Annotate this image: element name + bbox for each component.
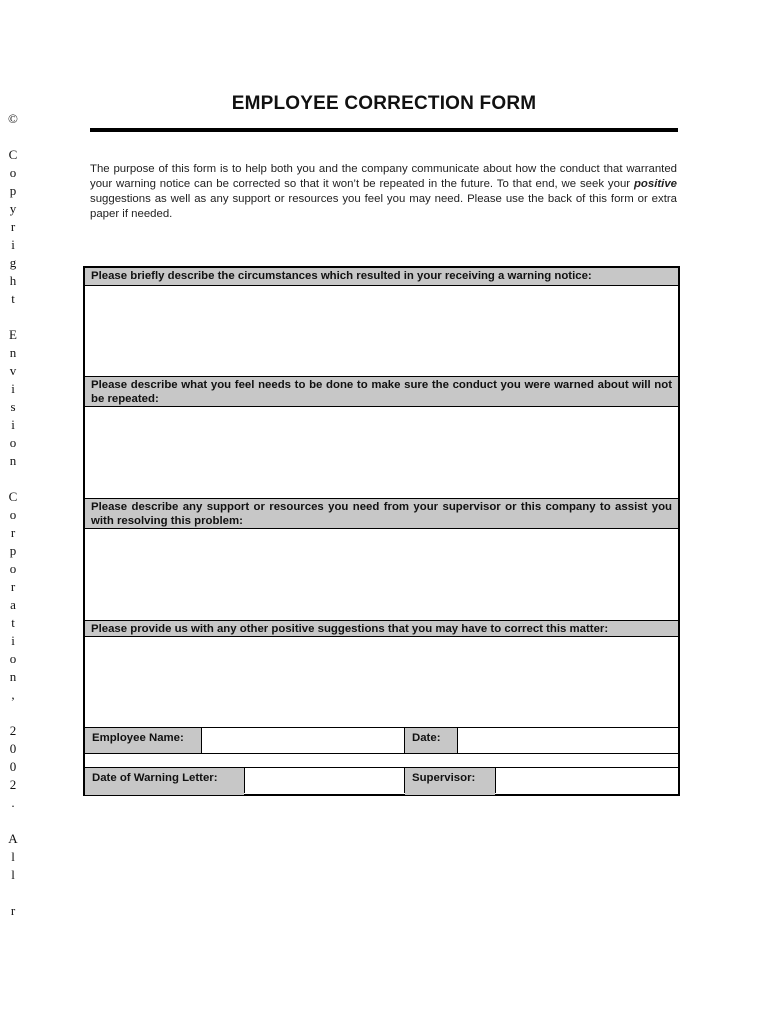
copyright-char (11, 704, 14, 722)
copyright-char: t (11, 615, 15, 630)
signature-row-1 (85, 727, 678, 754)
copyright-char: r (10, 525, 16, 540)
employee-name-label: Employee Name: (85, 728, 201, 754)
copyright-char: E (9, 327, 17, 342)
copyright-char: o (9, 561, 17, 576)
copyright-char (11, 128, 14, 146)
answer-support[interactable] (85, 529, 678, 620)
copyright-char: . (11, 795, 15, 810)
title-underline (90, 128, 678, 132)
copyright-char: o (9, 507, 17, 522)
copyright-char: n (9, 345, 17, 360)
copyright-char: v (9, 363, 17, 378)
warning-date-label: Date of Warning Letter: (85, 768, 244, 795)
question-suggestions: Please provide us with any other positive suggestions that you may have to correct this matter: (85, 620, 678, 637)
intro-text-end: suggestions as well as any support or resources you feel you may need. Please use the back of this form or extra paper if needed. (90, 193, 677, 220)
intro-paragraph (90, 162, 677, 222)
copyright-char: p (9, 183, 17, 198)
employee-name-field[interactable] (201, 728, 405, 753)
supervisor-field[interactable] (495, 768, 678, 793)
question-support: Please describe any support or resources you need from your supervisor or this company to assist you with resolving this problem: (85, 498, 678, 529)
answer-circumstances[interactable] (85, 286, 678, 376)
copyright-char: © (8, 111, 18, 126)
copyright-char (11, 308, 14, 326)
copyright-char: r (10, 579, 16, 594)
copyright-char: h (9, 273, 17, 288)
copyright-char: i (11, 381, 15, 396)
copyright-char: l (11, 849, 15, 864)
copyright-char: o (9, 165, 17, 180)
copyright-char: 2 (9, 723, 17, 738)
copyright-char: i (11, 633, 15, 648)
copyright-char: g (9, 255, 17, 270)
intro-emphasis: positive (633, 178, 677, 190)
copyright-char: , (11, 687, 15, 702)
answer-prevention[interactable] (85, 407, 678, 498)
copyright-char: o (9, 651, 17, 666)
copyright-char: 0 (9, 741, 17, 756)
date-label: Date: (405, 728, 457, 754)
copyright-margin-text (6, 110, 20, 920)
copyright-char: r (10, 219, 16, 234)
copyright-char: 0 (9, 759, 17, 774)
correction-form (83, 266, 680, 796)
copyright-char: p (9, 543, 17, 558)
warning-date-field[interactable] (244, 768, 405, 793)
copyright-char: A (8, 831, 18, 846)
date-field[interactable] (457, 728, 678, 753)
supervisor-label: Supervisor: (405, 768, 495, 795)
question-circumstances: Please briefly describe the circumstances which resulted in your receiving a warning notice: (85, 268, 678, 286)
copyright-char: y (9, 201, 17, 216)
answer-suggestions[interactable] (85, 637, 678, 727)
copyright-char: i (11, 237, 15, 252)
copyright-char: 2 (9, 777, 17, 792)
copyright-char: l (11, 867, 15, 882)
copyright-char (11, 470, 14, 488)
copyright-char: a (10, 597, 16, 612)
copyright-char (11, 884, 14, 902)
copyright-char: i (11, 417, 15, 432)
signature-row-2 (85, 767, 678, 795)
intro-text-start: The purpose of this form is to help both you and the company communicate about how the conduct that warranted your warning notice can be corrected so that it won’t be repeated in the future. To that end, we seek your (90, 163, 677, 190)
copyright-char (11, 812, 14, 830)
copyright-char: r (10, 903, 16, 918)
copyright-char: C (8, 147, 18, 162)
signature-spacer (85, 753, 678, 768)
copyright-char: n (9, 453, 17, 468)
copyright-char: n (9, 669, 17, 684)
copyright-char: o (9, 435, 17, 450)
page-title: EMPLOYEE CORRECTION FORM (231, 93, 537, 114)
copyright-char: C (8, 489, 18, 504)
copyright-char: s (10, 399, 16, 414)
question-prevention: Please describe what you feel needs to be done to make sure the conduct you were warned about will not be repeated: (85, 376, 678, 407)
copyright-char: t (11, 291, 15, 306)
